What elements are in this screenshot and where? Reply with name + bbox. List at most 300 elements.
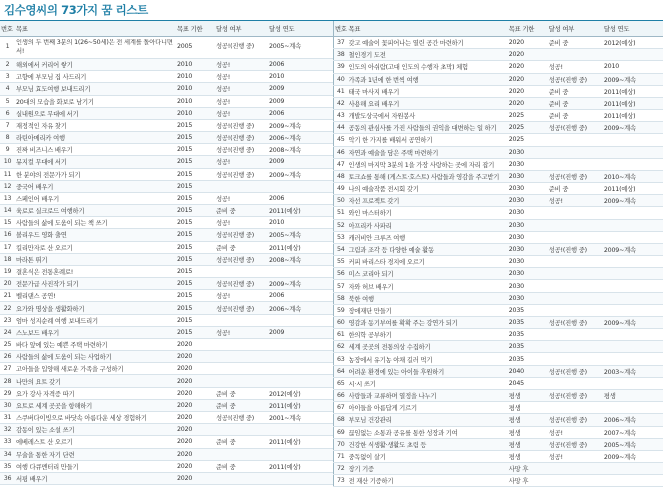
goal-deadline-cell: [176, 95, 215, 107]
goal-text-cell: [348, 377, 508, 389]
goal-number: 36: [4, 475, 12, 482]
table-row: [334, 475, 663, 487]
goal-number-cell: [334, 243, 348, 255]
goal-text: 자와 허브 배우기: [349, 282, 507, 291]
goal-deadline: 2030: [509, 246, 524, 253]
goal-year: 2009~계속: [604, 198, 636, 205]
goal-deadline: 2020: [177, 390, 192, 397]
goal-status-cell: [548, 61, 603, 73]
goal-number-cell: [0, 326, 15, 338]
goal-number: 1: [6, 43, 10, 50]
goal-text: 시·시 쓰기: [349, 379, 507, 388]
goal-deadline: 2035: [509, 331, 524, 338]
goal-year: 2010: [604, 63, 619, 70]
goal-status-cell: [215, 144, 268, 156]
goal-text: 건강한 식생활·생활도 초림 등: [349, 440, 507, 449]
goal-year-cell: [268, 59, 333, 71]
goal-year-cell: [603, 353, 663, 365]
goal-year-cell: [268, 253, 333, 265]
goal-number-cell: [334, 268, 348, 280]
goal-year: 2010~계속: [604, 174, 636, 181]
goal-number-cell: [334, 341, 348, 353]
table-row: [0, 156, 333, 168]
goal-year-cell: [268, 314, 333, 326]
goal-year: 2010: [269, 219, 284, 226]
goal-text-cell: [348, 110, 508, 122]
goal-year: 2011(예상): [269, 403, 301, 410]
table-row: [0, 387, 333, 399]
table-row: [0, 314, 333, 326]
goal-deadline-cell: [508, 438, 548, 450]
goal-text: 요가와 명상을 생활화하기: [16, 304, 175, 313]
goal-year: 2006~계속: [269, 306, 301, 313]
goal-year-cell: [603, 219, 663, 231]
table-row: [334, 37, 663, 49]
goal-number: 56: [337, 270, 345, 277]
goal-year: 2009: [269, 329, 284, 336]
goal-year-cell: [603, 341, 663, 353]
table-row: [334, 353, 663, 365]
goal-text: 진짜 비즈니스 배우기: [16, 145, 175, 154]
goal-year-cell: [268, 168, 333, 180]
goal-number-cell: [0, 95, 15, 107]
goal-year-cell: [603, 110, 663, 122]
goal-deadline: 2030: [509, 234, 524, 241]
header-num: 번호: [334, 21, 348, 37]
header-goal: 목표: [15, 21, 176, 37]
goal-text: 농장에서 유기농 야채 길러 먹기: [349, 355, 507, 364]
goal-status-cell: [548, 122, 603, 134]
goal-deadline-cell: [508, 49, 548, 61]
table-row: [0, 265, 333, 277]
goal-number-cell: [0, 253, 15, 265]
goal-status-cell: [548, 73, 603, 85]
goal-deadline: 2030: [509, 295, 524, 302]
goal-status: 성공!: [549, 430, 563, 437]
goal-number-cell: [334, 122, 348, 134]
goal-number-cell: [334, 475, 348, 487]
goal-deadline: 2015: [177, 329, 192, 336]
goal-deadline: 2010: [177, 73, 192, 80]
goal-year: 2011(예상): [604, 89, 636, 96]
goal-status: 성공!: [216, 99, 230, 106]
goal-deadline-cell: [176, 241, 215, 253]
goal-deadline-cell: [176, 217, 215, 229]
goal-number-cell: [334, 85, 348, 97]
goal-deadline: 2015: [177, 158, 192, 165]
goal-number-cell: [0, 71, 15, 83]
goal-status-cell: [548, 341, 603, 353]
goal-text: 라틴아메리카 여행: [16, 133, 175, 142]
goal-deadline-cell: [176, 338, 215, 350]
table-row: [0, 59, 333, 71]
goal-text-cell: [348, 268, 508, 280]
goal-status: 준비 중: [549, 101, 568, 108]
goal-status-cell: [548, 268, 603, 280]
goal-text-cell: [15, 192, 176, 204]
table-row: [0, 37, 333, 59]
goal-status-cell: [548, 329, 603, 341]
goal-status: 성공!(진행 중): [549, 417, 587, 424]
goal-year-cell: [603, 475, 663, 487]
goal-year-cell: [268, 205, 333, 217]
goal-text: 재정적인 자유 찾기: [16, 121, 175, 130]
goal-status: 성공!: [216, 330, 230, 337]
goal-number: 39: [337, 63, 345, 70]
goal-deadline: 2020: [509, 76, 524, 83]
goal-deadline-cell: [176, 472, 215, 484]
goal-deadline: 2010: [177, 98, 192, 105]
goal-text: 장기 기증: [349, 464, 507, 473]
goals-table-left: [0, 20, 333, 485]
goal-year-cell: [268, 132, 333, 144]
goal-year: 2011(예상): [269, 245, 301, 252]
goal-year: 2009~계속: [269, 172, 301, 179]
goal-text-cell: [348, 61, 508, 73]
goal-deadline-cell: [508, 292, 548, 304]
goal-deadline-cell: [176, 290, 215, 302]
goal-text-cell: [15, 107, 176, 119]
goal-status: 준비 중: [549, 89, 568, 96]
goal-text-cell: [15, 411, 176, 423]
goal-text: 커피 바리스타 경지에 오르기: [349, 257, 507, 266]
goal-status: 준비 중: [549, 40, 568, 47]
goal-deadline-cell: [508, 195, 548, 207]
goal-year-cell: [603, 37, 663, 49]
goal-year-cell: [268, 448, 333, 460]
goal-status-cell: [548, 316, 603, 328]
goal-status-cell: [215, 192, 268, 204]
goal-number: 49: [337, 185, 345, 192]
goal-number: 52: [337, 222, 345, 229]
goal-number-cell: [334, 37, 348, 49]
goal-status: 성공!(진행 중): [216, 172, 254, 179]
goal-deadline-cell: [176, 326, 215, 338]
goal-year-cell: [603, 243, 663, 255]
goal-year: 2009: [269, 158, 284, 165]
goal-year: 평생: [604, 393, 616, 400]
goal-number-cell: [334, 414, 348, 426]
goal-deadline: 평생: [509, 430, 521, 437]
goal-year-cell: [603, 365, 663, 377]
goal-status-cell: [548, 37, 603, 49]
goal-number-cell: [0, 37, 15, 59]
goal-text: 태국 마사지 배우기: [349, 87, 507, 96]
goal-deadline-cell: [508, 402, 548, 414]
goal-deadline-cell: [176, 436, 215, 448]
goal-number: 9: [6, 146, 10, 153]
table-row: [334, 49, 663, 61]
goal-deadline-cell: [508, 450, 548, 462]
goal-text-cell: [348, 97, 508, 109]
goal-number: 40: [337, 76, 345, 83]
table-row: [0, 399, 333, 411]
goal-deadline-cell: [176, 399, 215, 411]
goal-number-cell: [0, 460, 15, 472]
goal-number-cell: [334, 389, 348, 401]
goal-deadline: 2030: [509, 173, 524, 180]
goal-deadline-cell: [508, 231, 548, 243]
table-row: [334, 122, 663, 134]
table-row: [0, 436, 333, 448]
goal-year: 2011(예상): [269, 439, 301, 446]
goal-number: 50: [337, 197, 345, 204]
goal-deadline: 2020: [177, 353, 192, 360]
goal-deadline: 2030: [509, 258, 524, 265]
goal-text-cell: [15, 278, 176, 290]
goal-deadline: 2025: [509, 124, 524, 131]
goal-deadline: 2015: [177, 305, 192, 312]
goal-deadline: 평생: [509, 393, 521, 400]
goal-year-cell: [268, 107, 333, 119]
goal-year-cell: [603, 195, 663, 207]
goal-year-cell: [268, 436, 333, 448]
goal-text: 뮤지컬 무대에 서기: [16, 157, 175, 166]
table-row: [334, 280, 663, 292]
goal-status-cell: [548, 280, 603, 292]
goal-year-cell: [603, 463, 663, 475]
goal-year: 2012(예상): [604, 40, 636, 47]
goal-number-cell: [0, 265, 15, 277]
goal-text: 볼리우드 영화 출연: [16, 230, 175, 239]
goal-deadline: 2030: [509, 222, 524, 229]
goal-number: 30: [4, 402, 12, 409]
goal-deadline-cell: [176, 180, 215, 192]
goal-text-cell: [15, 399, 176, 411]
goal-year: 2011(예상): [604, 113, 636, 120]
goal-year-cell: [603, 450, 663, 462]
goal-text: 장애재단 만들기: [349, 306, 507, 315]
goal-deadline-cell: [176, 156, 215, 168]
table-row: [334, 183, 663, 195]
goal-number-cell: [334, 280, 348, 292]
table-row: [0, 411, 333, 423]
goal-status-cell: [215, 326, 268, 338]
table-row: [334, 207, 663, 219]
goal-text: 한의학 공부하기: [349, 330, 507, 339]
goal-text-cell: [15, 387, 176, 399]
goal-text: 스쿠버다이빙으로 바닷속 아름다운 세상 경험하기: [16, 413, 175, 422]
goal-status-cell: [548, 170, 603, 182]
table-row: [334, 377, 663, 389]
goal-number-cell: [334, 73, 348, 85]
goal-year-cell: [603, 304, 663, 316]
table-row: [0, 71, 333, 83]
goal-year-cell: [603, 231, 663, 243]
table-row: [334, 219, 663, 231]
goal-deadline: 2015: [177, 207, 192, 214]
table-row: [334, 243, 663, 255]
goal-number: 11: [4, 171, 12, 178]
header-deadline: 목표 기한: [508, 21, 548, 37]
goal-text-cell: [348, 426, 508, 438]
goal-deadline: 2015: [177, 268, 192, 275]
goal-number: 27: [4, 365, 12, 372]
goal-deadline: 2025: [509, 136, 524, 143]
table-row: [0, 83, 333, 95]
goal-year: 2009: [269, 85, 284, 92]
goal-deadline-cell: [508, 377, 548, 389]
goal-number-cell: [334, 110, 348, 122]
goal-year-cell: [268, 351, 333, 363]
table-row: [334, 365, 663, 377]
goal-status: 성공!(진행 중): [549, 77, 587, 84]
goal-status: 성공!: [549, 64, 563, 71]
goal-number: 71: [337, 453, 345, 460]
goal-text-cell: [348, 450, 508, 462]
goal-status: 성공!: [216, 159, 230, 166]
goal-deadline-cell: [508, 389, 548, 401]
goal-text-cell: [348, 37, 508, 49]
goal-number: 12: [4, 183, 12, 190]
goal-year-cell: [603, 183, 663, 195]
goal-number: 16: [4, 231, 12, 238]
goal-deadline: 2030: [509, 209, 524, 216]
goal-text: 감동이 있는 소설 쓰기: [16, 425, 175, 434]
goal-deadline: 2020: [177, 438, 192, 445]
goal-number: 10: [4, 158, 12, 165]
table-row: [0, 229, 333, 241]
goal-status: 성공!(진행 중): [549, 442, 587, 449]
goal-deadline-cell: [508, 304, 548, 316]
goal-number-cell: [0, 351, 15, 363]
goal-number: 35: [4, 463, 12, 470]
goal-year: 2011(예상): [269, 464, 301, 471]
goal-year-cell: [268, 363, 333, 375]
goal-status: 성공!: [216, 220, 230, 227]
goal-text: 아이들을 아름답게 기르기: [349, 403, 507, 412]
goal-text: 부모님 효도여행 보내드리기: [16, 84, 175, 93]
table-row: [0, 107, 333, 119]
goal-deadline: 2020: [509, 88, 524, 95]
goal-year-cell: [603, 377, 663, 389]
goal-deadline-cell: [508, 170, 548, 182]
goal-text-cell: [348, 365, 508, 377]
goal-deadline-cell: [176, 59, 215, 71]
goal-year-cell: [268, 83, 333, 95]
goal-deadline: 평생: [509, 454, 521, 461]
goal-number-cell: [0, 241, 15, 253]
goal-number-cell: [0, 424, 15, 436]
goal-year: 2009~계속: [269, 123, 301, 130]
goal-deadline-cell: [508, 97, 548, 109]
goal-text-cell: [348, 402, 508, 414]
goal-deadline-cell: [176, 302, 215, 314]
goal-status: 성공!(진행 중): [549, 125, 587, 132]
goal-status-cell: [215, 156, 268, 168]
goal-status-cell: [215, 71, 268, 83]
goal-deadline-cell: [508, 365, 548, 377]
goal-number-cell: [334, 49, 348, 61]
goal-text: 마라톤 뛰기: [16, 255, 175, 264]
goal-text: 자선 프로젝트 갖기: [349, 196, 507, 205]
goal-number-cell: [0, 217, 15, 229]
goal-number-cell: [0, 278, 15, 290]
goal-text-cell: [15, 302, 176, 314]
goal-status: 성공!(진행 중): [549, 174, 587, 181]
goal-status-cell: [215, 205, 268, 217]
goal-deadline-cell: [508, 122, 548, 134]
goal-year-cell: [268, 278, 333, 290]
table-header-row: [0, 21, 333, 37]
header-year: 달성 연도: [603, 21, 663, 37]
table-row: [0, 448, 333, 460]
goal-status-cell: [548, 183, 603, 195]
goal-number-cell: [334, 134, 348, 146]
header-goal: 목표: [348, 21, 508, 37]
goal-number: 33: [4, 438, 12, 445]
goal-number: 23: [4, 317, 12, 324]
goal-text-cell: [348, 158, 508, 170]
goal-status: 성공!(진행 중): [216, 123, 254, 130]
table-row: [334, 438, 663, 450]
goal-deadline: 2015: [177, 244, 192, 251]
goal-status-cell: [548, 450, 603, 462]
goal-status-cell: [548, 207, 603, 219]
goal-text: 나의 예술작품 전시회 갖기: [349, 184, 507, 193]
goal-text-cell: [348, 414, 508, 426]
goal-year-cell: [268, 375, 333, 387]
table-row: [0, 472, 333, 484]
goal-deadline: 2030: [509, 270, 524, 277]
goal-year: 2006~계속: [604, 417, 636, 424]
goal-status-cell: [215, 217, 268, 229]
goal-deadline: 2035: [509, 307, 524, 314]
goal-status-cell: [548, 195, 603, 207]
goal-status-cell: [215, 375, 268, 387]
goal-number: 17: [4, 244, 12, 251]
goal-deadline: 2020: [177, 426, 192, 433]
goal-year-cell: [268, 424, 333, 436]
goal-text-cell: [15, 71, 176, 83]
goal-status-cell: [215, 290, 268, 302]
goal-year: 2011(예상): [269, 208, 301, 215]
goal-number: 53: [337, 234, 345, 241]
goal-year-cell: [268, 338, 333, 350]
goal-deadline: 2010: [177, 85, 192, 92]
goal-number: 20: [4, 280, 12, 287]
goal-year: 2001~계속: [269, 415, 301, 422]
goal-number-cell: [0, 399, 15, 411]
goal-status-cell: [215, 338, 268, 350]
goal-status-cell: [548, 158, 603, 170]
goal-status: 성공!(진행 중): [216, 415, 254, 422]
goal-deadline-cell: [508, 341, 548, 353]
goal-number-cell: [0, 436, 15, 448]
goal-text-cell: [348, 463, 508, 475]
table-row: [334, 389, 663, 401]
table-row: [334, 73, 663, 85]
goal-text: 사람들의 삶에 도움이 되는 책 쓰기: [16, 218, 175, 227]
goal-deadline: 평생: [509, 417, 521, 424]
goal-year-cell: [603, 329, 663, 341]
goal-status-cell: [548, 134, 603, 146]
goal-deadline-cell: [176, 448, 215, 460]
header-status: 달성 여부: [215, 21, 268, 37]
goal-text: 토크쇼를 통해 (게스트·호스트) 사람들과 영감을 주고받기: [349, 172, 507, 181]
goal-year-cell: [603, 426, 663, 438]
goal-text-cell: [15, 59, 176, 71]
goal-deadline-cell: [176, 278, 215, 290]
goal-year: 2008~계속: [269, 147, 301, 154]
goal-text: 인도의 아쉬람(고대 인도의 수행자 초막) 체험: [349, 62, 507, 71]
table-row: [334, 292, 663, 304]
goal-year-cell: [268, 192, 333, 204]
goal-year: 2008~계속: [269, 257, 301, 264]
goal-number-cell: [0, 411, 15, 423]
goal-text: 무술을 통한 자기 단련: [16, 450, 175, 459]
goal-text-cell: [15, 265, 176, 277]
